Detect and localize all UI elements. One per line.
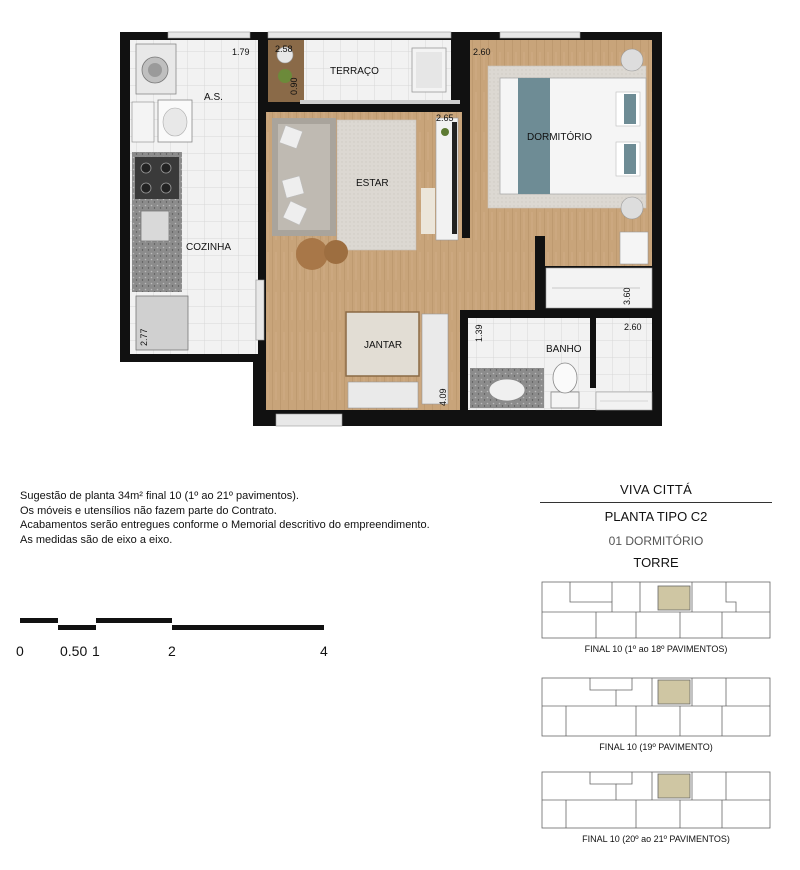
- dim-cozinha: 2.77: [139, 328, 149, 346]
- scale-segment: [96, 618, 172, 623]
- highlighted-unit: [658, 586, 690, 610]
- dim-estar: 2.65: [436, 113, 454, 123]
- dim-closet: 3.60: [622, 287, 632, 305]
- plan-type: PLANTA TIPO C2: [604, 509, 708, 524]
- key-plan-caption: FINAL 10 (1º ao 18º PAVIMENTOS): [584, 644, 728, 654]
- key-plan-1: [540, 580, 772, 654]
- key-plan-caption: FINAL 10 (19º PAVIMENTO): [599, 742, 713, 752]
- note-line: Os móveis e utensílios não fazem parte do Contrato.: [20, 504, 277, 517]
- label-jantar: JANTAR: [364, 340, 403, 351]
- bedroom-count: 01 DORMITÓRIO: [608, 534, 704, 548]
- scale-label: 0.50: [60, 643, 88, 659]
- key-plan-3: [540, 770, 772, 844]
- key-plan-diagram: [540, 676, 772, 738]
- label-dormitorio: DORMITÓRIO: [527, 132, 592, 143]
- highlighted-unit: [658, 680, 690, 704]
- key-plan-diagram: [540, 580, 772, 640]
- dim-jantar: 4.09: [438, 388, 448, 406]
- dim-dormitorio: 2.60: [473, 47, 491, 57]
- scale-label: 1: [92, 643, 100, 659]
- dim-terraco-depth: 0.90: [289, 77, 299, 95]
- project-name: VIVA CITTÁ: [619, 482, 693, 497]
- title-block: [540, 482, 772, 570]
- note-line: As medidas são de eixo a eixo.: [20, 533, 173, 546]
- highlighted-unit: [658, 774, 690, 798]
- key-plan-2: [540, 676, 772, 752]
- label-cozinha: COZINHA: [186, 242, 231, 253]
- scale-label: 0: [16, 643, 24, 659]
- label-estar: ESTAR: [356, 178, 389, 189]
- scale-label: 4: [320, 643, 328, 659]
- scale-segment: [58, 625, 96, 630]
- dim-terraco-width: 2.58: [275, 44, 293, 54]
- dim-banho-width: 2.60: [624, 322, 642, 332]
- note-line: Acabamentos serão entregues conforme o Memorial descritivo do empreendimento.: [20, 519, 430, 531]
- key-plan-caption: FINAL 10 (20º ao 21º PAVIMENTOS): [582, 834, 730, 844]
- key-plan-diagram: [540, 770, 772, 830]
- label-as: A.S.: [204, 92, 223, 103]
- scale-segment: [172, 625, 324, 630]
- title-divider: [540, 502, 772, 503]
- note-line: Sugestão de planta 34m² final 10 (1º ao 21º pavimentos).: [20, 490, 299, 502]
- tower-label: TORRE: [633, 555, 679, 570]
- dim-banho-left: 1.39: [474, 324, 484, 342]
- label-terraco: TERRAÇO: [330, 66, 379, 77]
- scale-segment: [20, 618, 58, 623]
- scale-label: 2: [168, 643, 176, 659]
- dim-as: 1.79: [232, 47, 250, 57]
- label-banho: BANHO: [546, 344, 582, 355]
